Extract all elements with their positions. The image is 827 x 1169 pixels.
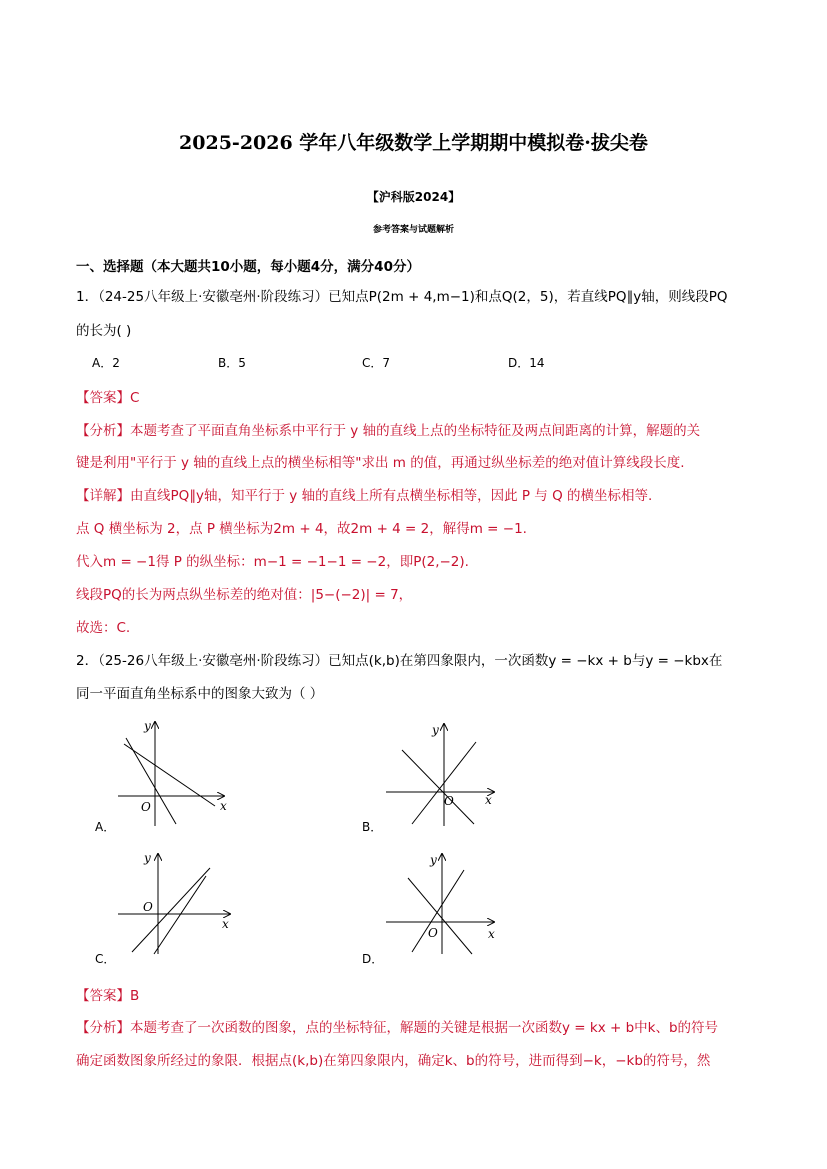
origin-label: O bbox=[428, 926, 438, 940]
graph-line-1 bbox=[402, 750, 474, 824]
q2-stem-line2: 同一平面直角坐标系中的图象大致为（ ） bbox=[76, 686, 324, 702]
q1-option-c: C．7 bbox=[362, 356, 391, 370]
y-axis-label: y bbox=[430, 853, 437, 867]
graph-a bbox=[110, 716, 240, 836]
q2-analysis-line2: 确定函数图象所经过的象限．根据点(k,b)在第四象限内，确定k、b的符号，进而得到−k，−kb的符号，然 bbox=[76, 1053, 711, 1069]
graph-line-2 bbox=[412, 870, 464, 952]
graph-line-1 bbox=[124, 744, 215, 806]
graph-line-2 bbox=[154, 876, 206, 954]
section-heading: 一、选择题（本大题共10小题，每小题4分，满分40分） bbox=[76, 259, 420, 275]
graph-line-2 bbox=[126, 738, 176, 824]
q1-detail-line2: 点 Q 横坐标为 2，点 P 横坐标为2m + 4，故2m + 4 = 2，解得m = −1. bbox=[76, 521, 527, 537]
q2-analysis-line1: 【分析】本题考查了一次函数的图象，点的坐标特征，解题的关键是根据一次函数y = kx + b中k、b的符号 bbox=[76, 1020, 719, 1036]
q1-detail-line4: 线段PQ的长为两点纵坐标差的绝对值：|5−(−2)| = 7， bbox=[76, 587, 413, 603]
edition-label: 【沪科版2024】 bbox=[366, 190, 461, 204]
q1-option-b: B．5 bbox=[218, 356, 246, 370]
q1-stem-line2: 的长为( ) bbox=[76, 323, 132, 339]
x-axis-label: x bbox=[220, 799, 227, 813]
q1-analysis-line1: 【分析】本题考查了平面直角坐标系中平行于 y 轴的直线上点的坐标特征及两点间距离的计算，解题的关 bbox=[76, 423, 701, 439]
y-axis-label: y bbox=[432, 723, 439, 737]
q2-option-a: A． bbox=[95, 820, 116, 834]
y-axis-label: y bbox=[144, 851, 151, 865]
page-title: 2025-2026 学年八年级数学上学期期中模拟卷·拔尖卷 bbox=[179, 132, 648, 154]
x-axis-label: x bbox=[222, 917, 229, 931]
q2-stem-line1: 2．（25-26八年级上·安徽亳州·阶段练习）已知点(k,b)在第四象限内，一次函数y = −kx + b与y = −kbx在 bbox=[76, 653, 723, 669]
y-axis-label: y bbox=[144, 719, 151, 733]
q1-answer: 【答案】C bbox=[76, 390, 140, 406]
q2-option-c: C． bbox=[95, 952, 116, 966]
q2-answer: 【答案】B bbox=[76, 988, 140, 1004]
origin-label: O bbox=[141, 800, 151, 814]
q2-option-d: D． bbox=[362, 952, 384, 966]
x-axis-label: x bbox=[485, 793, 492, 807]
subtitle: 参考答案与试题解析 bbox=[372, 225, 454, 235]
q1-stem-line1: 1．（24-25八年级上·安徽亳州·阶段练习）已知点P(2m + 4,m−1)和点Q(2，5)，若直线PQ∥y轴，则线段PQ bbox=[76, 289, 728, 305]
q1-option-d: D．14 bbox=[508, 356, 545, 370]
origin-label: O bbox=[143, 900, 153, 914]
q1-detail-line3: 代入m = −1得 P 的纵坐标：m−1 = −1−1 = −2，即P(2,−2). bbox=[76, 554, 469, 570]
graph-d bbox=[378, 848, 508, 968]
q1-detail-line5: 故选：C. bbox=[76, 620, 131, 636]
graph-c bbox=[110, 848, 240, 968]
q1-option-a: A．2 bbox=[92, 356, 120, 370]
q2-option-b: B． bbox=[362, 820, 383, 834]
q1-analysis-line2: 键是利用"平行于 y 轴的直线上点的横坐标相等"求出 m 的值，再通过纵坐标差的绝对值计算线段长度. bbox=[76, 455, 685, 471]
origin-label: O bbox=[444, 794, 454, 808]
graph-b bbox=[378, 718, 508, 838]
q1-detail-line1: 【详解】由直线PQ∥y轴，知平行于 y 轴的直线上所有点横坐标相等，因此 P 与 Q 的横坐标相等. bbox=[76, 488, 653, 504]
x-axis-label: x bbox=[488, 927, 495, 941]
